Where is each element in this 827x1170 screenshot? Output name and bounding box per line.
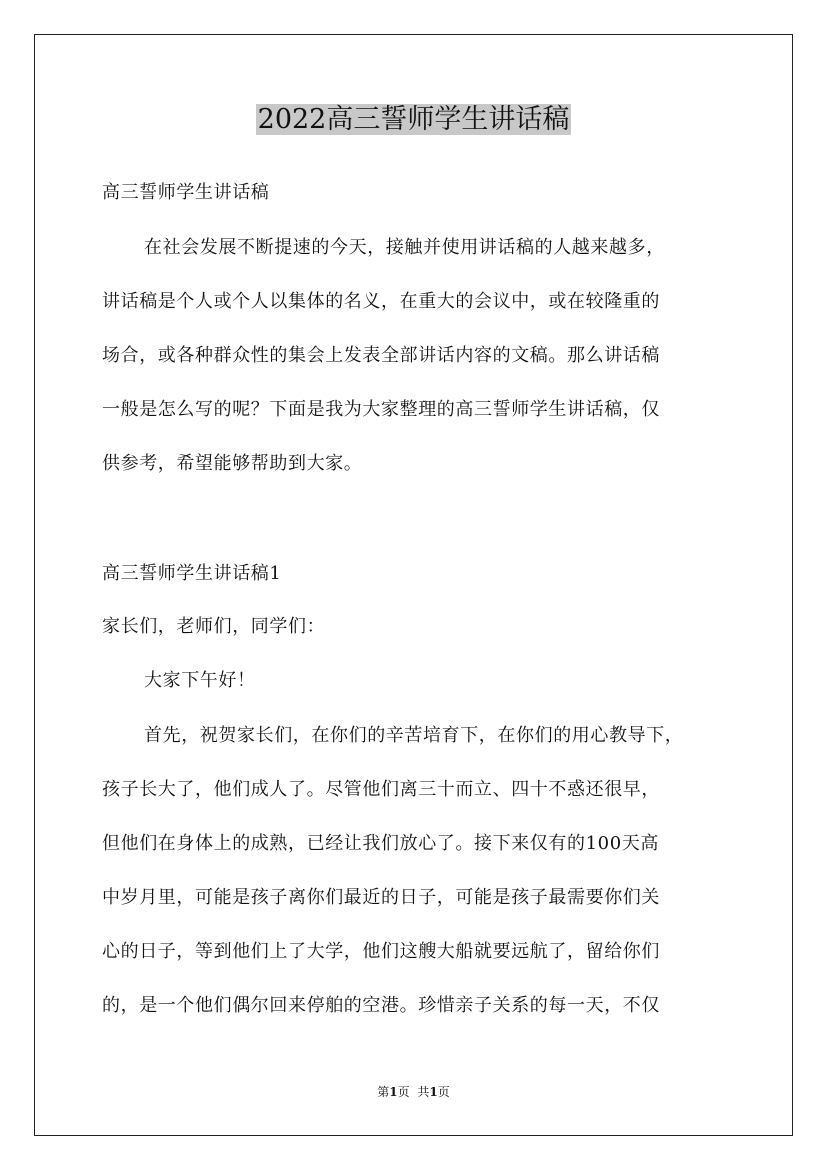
- intro-line: 一般是怎么写的呢？下面是我为大家整理的高三誓师学生讲话稿，仅: [102, 399, 660, 420]
- salutation: 家长们，老师们，同学们：: [102, 616, 326, 637]
- body-line: 但他们在身体上的成熟，已经让我们放心了。接下来仅有的100天高: [102, 833, 659, 854]
- page-number: 1: [389, 1085, 398, 1099]
- page-suffix: 页: [397, 1085, 410, 1099]
- total-suffix: 页: [437, 1085, 450, 1099]
- page-prefix: 第: [377, 1085, 390, 1099]
- greeting: 大家下午好！: [144, 670, 256, 691]
- intro-line: 讲话稿是个人或个人以集体的名义，在重大的会议中，或在较隆重的: [102, 291, 660, 312]
- intro-line: 场合，或各种群众性的集会上发表全部讲话内容的文稿。那么讲话稿: [102, 345, 660, 366]
- document-title: [0, 100, 827, 140]
- total-pages: 1: [429, 1085, 438, 1099]
- body-line: 的，是一个他们偶尔回来停舶的空港。珍惜亲子关系的每一天，不仅: [102, 995, 660, 1016]
- intro-line: 在社会发展不断提速的今天，接触并使用讲话稿的人越来越多，: [144, 237, 665, 258]
- page-footer: [0, 1084, 827, 1100]
- body-line: 孩子长大了，他们成人了。尽管他们离三十而立、四十不惑还很早，: [102, 779, 660, 800]
- subtitle: 高三誓师学生讲话稿: [102, 182, 270, 203]
- body-line: 心的日子，等到他们上了大学，他们这艘大船就要远航了，留给你们: [102, 941, 660, 962]
- total-prefix: 共: [417, 1085, 430, 1099]
- section-heading: 高三誓师学生讲话稿1: [102, 563, 282, 584]
- document-title-text: 2022高三誓师学生讲话稿: [257, 104, 570, 135]
- intro-line: 供参考，希望能够帮助到大家。: [102, 453, 363, 474]
- body-line: 中岁月里，可能是孩子离你们最近的日子，可能是孩子最需要你们关: [102, 887, 660, 908]
- body-line: 首先，祝贺家长们，在你们的辛苦培育下，在你们的用心教导下，: [144, 725, 684, 746]
